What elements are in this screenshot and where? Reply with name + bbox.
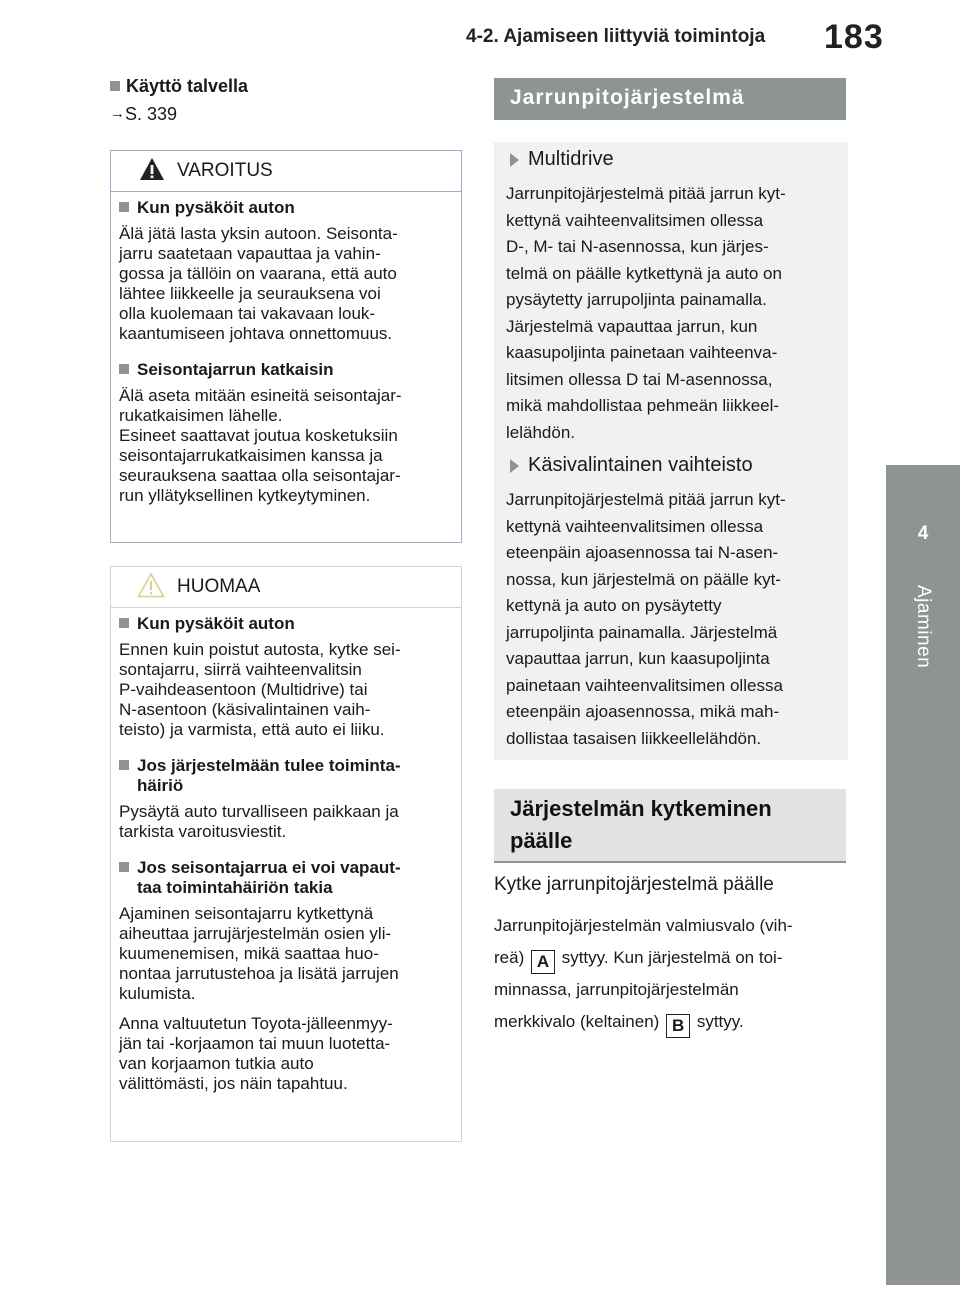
switch-on-banner	[494, 789, 846, 863]
body-line	[494, 942, 854, 974]
section-heading-text: Käsivalintainen vaihteisto	[528, 454, 753, 476]
section-heading	[506, 148, 836, 171]
warning-item-text: Älä jätä lasta yksin autoon. Seisonta- jarru saatetaan vapauttaa ja vahin- gossa ja tällöin on vaarana, että auto lähtee liikkeelle ja seurauksena voi olla kuolemaan tai vakavaan louk- kaantumiseen johtava onnettomuus.	[119, 224, 398, 343]
notice-item-heading-text: Kun pysäköit auton	[137, 614, 295, 633]
switch-on-title	[510, 793, 772, 857]
square-bullet-icon	[119, 862, 129, 872]
notice-item-text: Pysäytä auto turvalliseen paikkaan ja tarkista varoitusviestit.	[119, 802, 399, 841]
chapter-number: 4	[917, 523, 929, 544]
notice-item-text: Ajaminen seisontajarru kytkettynä aiheuttaa jarrujärjestelmän osien yli- kuumenemisen, mikä saattaa huo- nontaa jarrutustehoa ja lisätä jarrujen kulumista.	[119, 904, 399, 1003]
section-heading-text: Multidrive	[528, 148, 614, 170]
body-text: syttyy.	[696, 1012, 744, 1031]
winter-heading-text: Käyttö talvella	[126, 76, 249, 96]
notice-item-text: Ennen kuin poistut autosta, kytke sei- sontajarru, siirrä vaihteenvalitsin P-vaihdeasentoon (Multidrive) tai N-asentoon (käsivalintainen vaih- teisto) ja varmista, että auto ei liiku.	[119, 640, 401, 739]
notice-item-text: Anna valtuutetun Toyota-jälleenmyy- jän tai -korjaamon tai muun luotetta- van korjaamon tutkia auto välittömästi, jos näin tapahtuu.	[119, 1014, 393, 1093]
brake-hold-section	[506, 148, 836, 446]
label-a-box: A	[531, 950, 555, 974]
winter-heading	[110, 76, 248, 97]
body-line: Jarrunpitojärjestelmän valmiusvalo (vih-	[494, 916, 793, 935]
switch-on-intro: Kytke jarrunpitojärjestelmä päälle	[494, 874, 774, 895]
body-line: minnassa, jarrunpitojärjestelmän	[494, 980, 739, 999]
page-reference: S. 339	[125, 104, 178, 124]
notice-header	[111, 567, 461, 608]
switch-on-title-line: päälle	[510, 828, 573, 853]
brake-hold-panel	[494, 142, 848, 760]
triangle-bullet-icon	[510, 459, 519, 473]
chapter-tab	[886, 465, 960, 1285]
brake-hold-section	[506, 454, 836, 752]
notice-box	[110, 566, 462, 1142]
warning-item-heading	[119, 198, 453, 218]
notice-item-heading-text: Jos seisontajarrua ei voi vapaut- taa toimintahäiriön takia	[137, 858, 401, 897]
switch-on-body	[494, 910, 854, 1038]
body-line	[494, 1006, 854, 1038]
page-number: 183	[824, 18, 884, 56]
brake-hold-title: Jarrunpitojärjestelmä	[510, 86, 745, 109]
notice-item-heading	[119, 614, 453, 634]
brake-hold-banner	[494, 78, 846, 120]
warning-item-heading-text: Seisontajarrun katkaisin	[137, 360, 334, 379]
winter-ref[interactable]	[110, 104, 177, 125]
body-text: merkkivalo (keltainen)	[494, 1012, 660, 1031]
square-bullet-icon	[110, 81, 120, 91]
notice-item-heading	[119, 858, 453, 898]
notice-item-heading	[119, 756, 453, 796]
label-b-box: B	[666, 1014, 690, 1038]
square-bullet-icon	[119, 618, 129, 628]
chapter-label: Ajaminen	[913, 585, 934, 669]
switch-on-title-line: Järjestelmän kytkeminen	[510, 796, 772, 821]
section-text: Jarrunpitojärjestelmä pitää jarrun kyt- kettynä vaihteenvalitsimen ollessa D-, M- tai N-asennossa, kun järjes- telmä on päälle kytkettynä ja auto on pysäytetty jarrupoljinta painamalla. Järjestelmä vapauttaa jarrun, kun kaasupoljinta painetaan vaihteenva- litsimen ollessa D tai M-asennossa, mikä mahdollistaa pehmeän liikkeel- lelähdön.	[506, 184, 786, 442]
body-text: reä)	[494, 948, 525, 967]
section-text: Jarrunpitojärjestelmä pitää jarrun kyt- kettynä vaihteenvalitsimen ollessa eteenpäin ajoasennossa tai N-asen- nossa, kun järjestelmä on päälle kyt- kettynä ja auto on pysäytetty jarrupoljinta painamalla. Järjestelmä vapauttaa jarrun, kun kaasupoljinta painetaan vaihteenvalitsimen ollessa eteenpäin ajoasennossa, mikä mah- dollistaa tasaisen liikkeellelähdön.	[506, 490, 786, 748]
warning-box	[110, 150, 462, 543]
section-heading	[506, 454, 836, 477]
square-bullet-icon	[119, 202, 129, 212]
section-title: 4-2. Ajamiseen liittyviä toimintoja	[466, 26, 766, 47]
warning-item-heading-text: Kun pysäköit auton	[137, 198, 295, 217]
warning-item-heading	[119, 360, 453, 380]
arrow-right-icon: →	[110, 105, 125, 122]
warning-title: VAROITUS	[177, 160, 273, 181]
square-bullet-icon	[119, 364, 129, 374]
body-text: syttyy. Kun järjestelmä on toi-	[561, 948, 783, 967]
warning-item-text: Älä aseta mitään esineitä seisontajar- rukatkaisimen lähelle. Esineet saattavat joutua kosketuksiin seisontajarrukatkaisimen kanssa ja seurauksena saattaa olla seisontajar- run yllätyksellinen kytkeytyminen.	[119, 386, 402, 505]
square-bullet-icon	[119, 760, 129, 770]
triangle-bullet-icon	[510, 153, 519, 167]
notice-title: HUOMAA	[177, 576, 261, 597]
caution-triangle-icon	[137, 572, 165, 598]
warning-triangle-icon	[139, 157, 165, 181]
notice-item-heading-text: Jos järjestelmään tulee toiminta- häiriö	[137, 756, 401, 795]
warning-header	[111, 151, 461, 192]
